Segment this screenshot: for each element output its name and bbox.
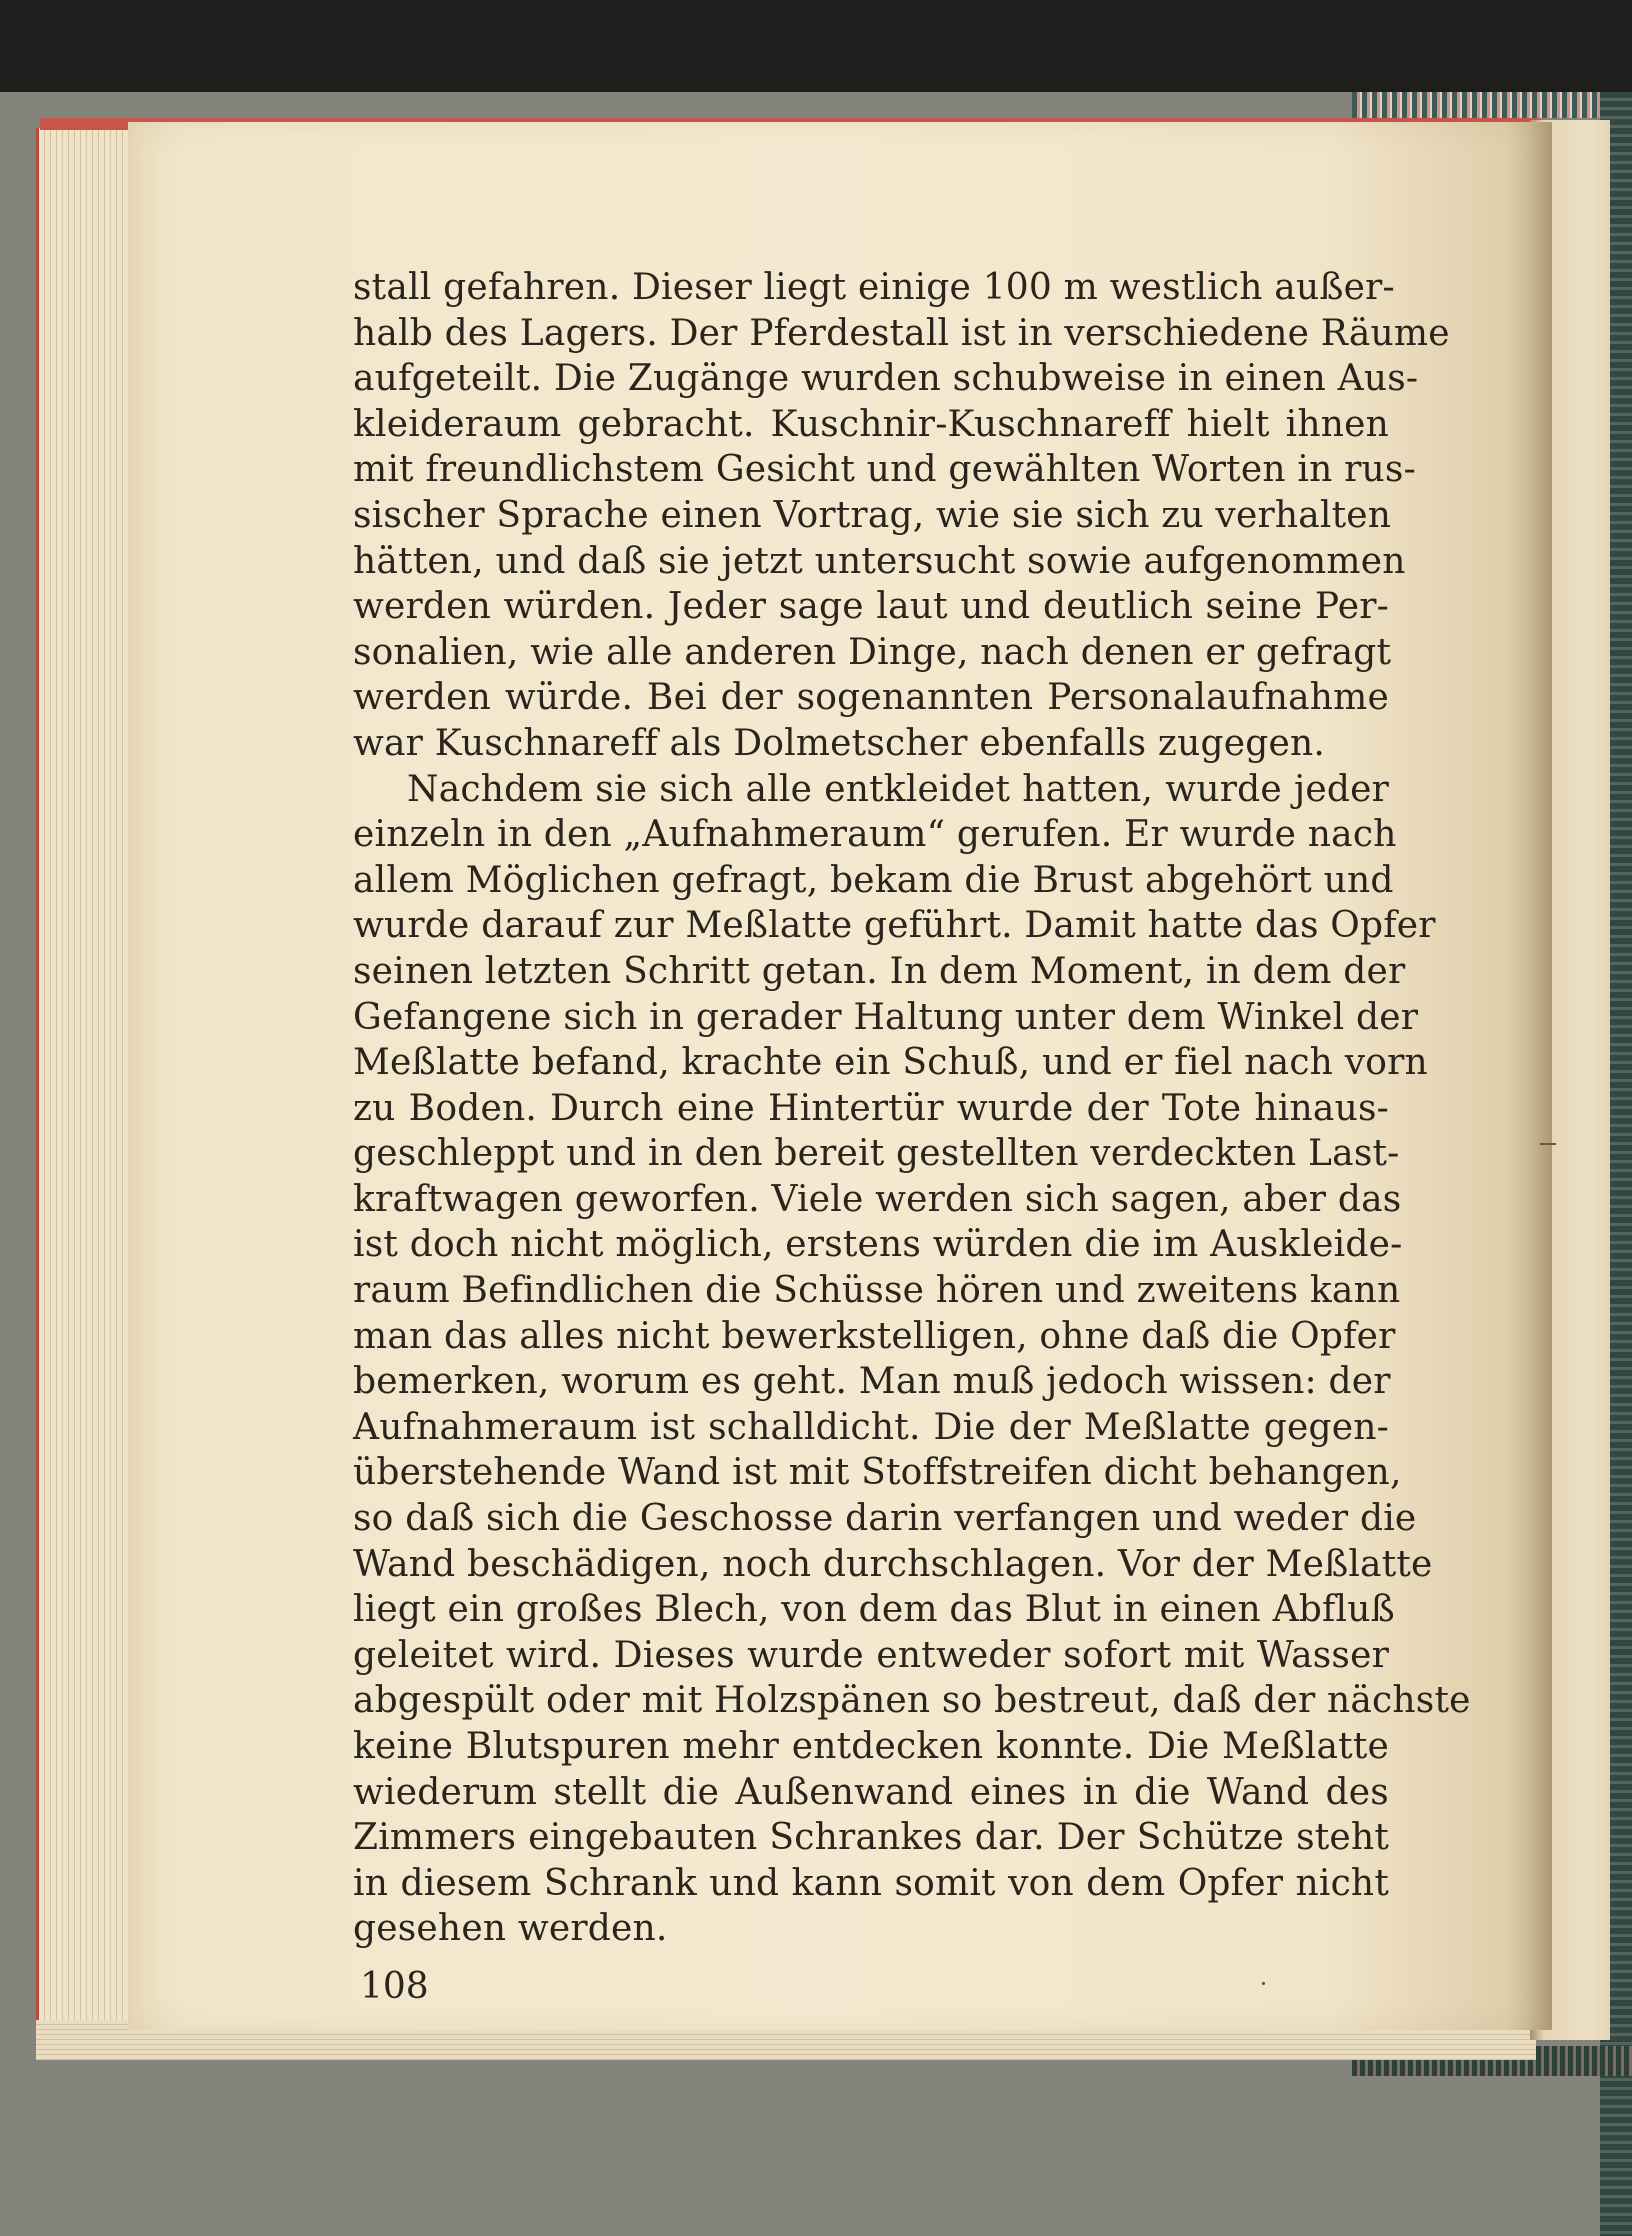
text-line: werden würde. Bei der sogenannten Personalaufnahme <box>353 677 1389 719</box>
text-line: Zimmers eingebauten Schrankes dar. Der Schütze steht <box>353 1817 1389 1859</box>
text-line: allem Möglichen gefragt, bekam die Brust abgehört und <box>353 859 1394 901</box>
paper-speck <box>1262 1982 1265 1985</box>
text-line: wurde darauf zur Meßlatte geführt. Damit hatte das Opfer <box>353 905 1436 947</box>
text-line: sonalien, wie alle anderen Dinge, nach denen er gefragt <box>353 631 1392 673</box>
text-line: seinen letzten Schritt getan. In dem Moment, in dem der <box>353 950 1406 992</box>
text-line: Aufnahmeraum ist schalldicht. Die der Meßlatte gegen- <box>353 1406 1389 1448</box>
cloth-binding-top <box>1352 92 1632 118</box>
text-line: überstehende Wand ist mit Stoffstreifen dicht behangen, <box>353 1452 1402 1494</box>
text-line: bemerken, worum es geht. Man muß jedoch wissen: der <box>353 1361 1391 1403</box>
gutter-shadow <box>1508 122 1552 2030</box>
margin-mark <box>1540 1143 1556 1145</box>
text-line: Meßlatte befand, krachte ein Schuß, und er fiel nach vorn <box>353 1042 1428 1084</box>
text-line: abgespült oder mit Holzspänen so bestreut, daß der nächste <box>353 1680 1471 1722</box>
text-line: gesehen werden. <box>353 1908 668 1950</box>
text-line: halb des Lagers. Der Pferdestall ist in verschiedene Räume <box>353 312 1450 354</box>
text-line: werden würden. Jeder sage laut und deutlich seine Per- <box>353 586 1389 628</box>
text-line: Wand beschädigen, noch durchschlagen. Vor der Meßlatte <box>353 1543 1433 1585</box>
text-line: sischer Sprache einen Vortrag, wie sie sich zu verhalten <box>353 494 1392 536</box>
text-line: einzeln in den „Aufnahmeraum“ gerufen. Er wurde nach <box>353 814 1397 856</box>
text-line: stall gefahren. Dieser liegt einige 100 m westlich außer- <box>353 267 1395 308</box>
text-line: so daß sich die Geschosse darin verfangen und weder die <box>353 1498 1417 1540</box>
body-text <box>353 265 1471 1952</box>
text-line: aufgeteilt. Die Zugänge wurden schubweise in einen Aus- <box>353 358 1419 400</box>
text-line: keine Blutspuren mehr entdecken konnte. Die Meßlatte <box>353 1726 1389 1767</box>
page-number: 108 <box>360 1966 429 2007</box>
text-line: liegt ein großes Blech, von dem das Blut in einen Abfluß <box>353 1589 1395 1631</box>
paragraph-2 <box>353 767 1471 1952</box>
text-line: in diesem Schrank und kann somit von dem Opfer nicht <box>353 1862 1389 1904</box>
text-line: Nachdem sie sich alle entkleidet hatten, wurde jeder <box>407 768 1389 810</box>
paragraph-1 <box>353 265 1450 767</box>
text-line: Gefangene sich in gerader Haltung unter dem Winkel der <box>353 996 1419 1038</box>
text-line: war Kuschnareff als Dolmetscher ebenfalls zugegen. <box>353 722 1325 764</box>
text-line: man das alles nicht bewerkstelligen, ohne daß die Opfer <box>353 1315 1396 1357</box>
text-line: geschleppt und in den bereit gestellten verdeckten Last- <box>353 1133 1400 1175</box>
text-line: geleitet wird. Dieses wurde entweder sofort mit Wasser <box>353 1634 1389 1676</box>
text-line: hätten, und daß sie jetzt untersucht sowie aufgenommen <box>353 540 1406 582</box>
text-line: zu Boden. Durch eine Hintertür wurde der Tote hinaus- <box>353 1087 1389 1129</box>
text-line: raum Befindlichen die Schüsse hören und zweitens kann <box>353 1270 1401 1312</box>
text-line: wiederum stellt die Außenwand eines in die Wand des <box>353 1771 1389 1813</box>
text-line: kleideraum gebracht. Kuschnir-Kuschnareff hielt ihnen <box>353 403 1389 445</box>
text-line: ist doch nicht möglich, erstens würden die im Auskleide- <box>353 1224 1403 1266</box>
text-line: mit freundlichstem Gesicht und gewählten Worten in rus- <box>353 449 1416 491</box>
text-line: kraftwagen geworfen. Viele werden sich sagen, aber das <box>353 1178 1402 1220</box>
